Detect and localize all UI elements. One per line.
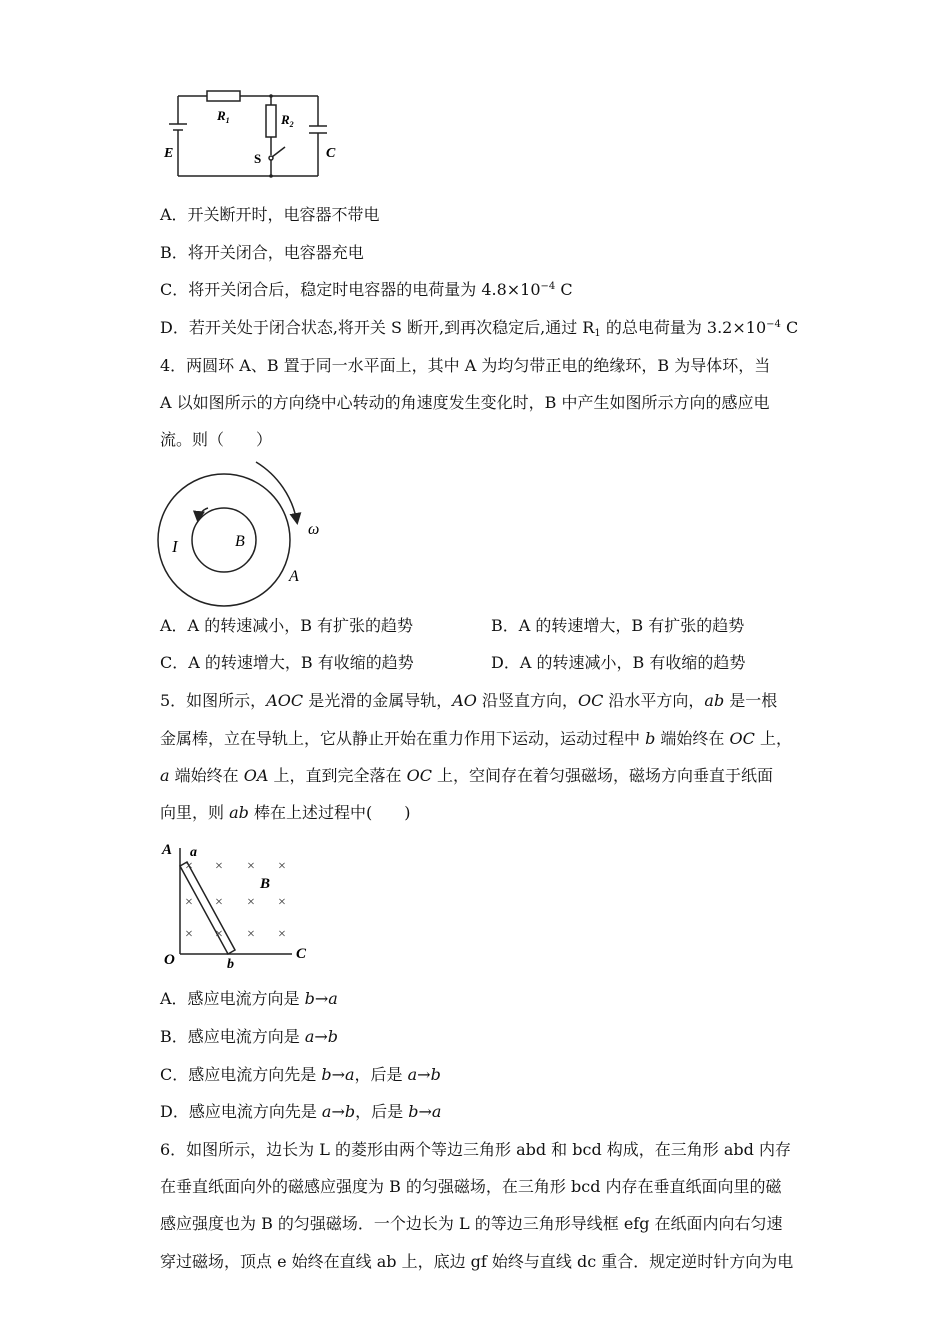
q6-stem-line1: 6．如图所示，边长为 L 的菱形由两个等边三角形 abd 和 bcd 构成，在三角形 abd 内存 bbox=[160, 1140, 791, 1159]
svg-text:×: × bbox=[247, 859, 255, 874]
r2-subscript: 2 bbox=[289, 120, 294, 129]
svg-text:×: × bbox=[185, 927, 193, 942]
q4-stem-line3: 流。则（ ） bbox=[160, 430, 273, 449]
ring-current-label: I bbox=[172, 537, 178, 556]
q5-stem-line3: a 端始终在 OA 上，直到完全落在 OC 上，空间存在着匀强磁场，磁场方向垂直于纸面 bbox=[160, 766, 774, 785]
q5-option-d: D．感应电流方向先是 a→b，后是 b→a bbox=[160, 1102, 442, 1121]
r2-label: R bbox=[281, 112, 290, 127]
q5-stem-line2: 金属棒，立在导轨上，它从静止开始在重力作用下运动，运动过程中 b 端始终在 OC 上， bbox=[160, 729, 792, 748]
q4-option-b: B．A 的转速增大，B 有扩张的趋势 bbox=[491, 616, 745, 635]
ring-a-label: A bbox=[289, 568, 299, 585]
svg-text:×: × bbox=[247, 895, 255, 910]
q4-option-d: D．A 的转速减小，B 有收缩的趋势 bbox=[491, 653, 746, 672]
rail-diagram bbox=[160, 836, 320, 972]
e-label: E bbox=[164, 146, 174, 161]
q6-stem-line4: 穿过磁场，顶点 e 始终在直线 ab 上，底边 gf 始终与直线 dc 重合．规定逆时针方向为电 bbox=[160, 1252, 794, 1271]
r1-subscript: 1 bbox=[225, 116, 230, 125]
svg-text:R2 bbox=[280, 112, 294, 129]
q4-stem-line2: A 以如图所示的方向绕中心转动的角速度发生变化时，B 中产生如图所示方向的感应电 bbox=[160, 393, 770, 412]
svg-text:×: × bbox=[185, 895, 193, 910]
point-a-upper-label: A bbox=[162, 842, 173, 858]
c-label: C bbox=[326, 146, 336, 161]
q6-stem-line2: 在垂直纸面向外的磁感应强度为 B 的匀强磁场，在三角形 bcd 内存在垂直纸面向里的磁 bbox=[160, 1177, 782, 1196]
q4-option-a: A．A 的转速减小，B 有扩张的趋势 bbox=[160, 616, 414, 635]
svg-text:×: × bbox=[278, 895, 286, 910]
svg-text:×: × bbox=[215, 927, 223, 942]
q5-option-c: C．感应电流方向先是 b→a，后是 a→b bbox=[160, 1065, 441, 1084]
field-b-label: B bbox=[260, 876, 271, 892]
q5-stem-line4: 向里，则 ab 棒在上述过程中( ) bbox=[160, 803, 411, 822]
rod-end-b-label: b bbox=[227, 957, 234, 972]
r1-label: R bbox=[217, 108, 226, 123]
q4-stem-line1: 4．两圆环 A、B 置于同一水平面上，其中 A 为均匀带正电的绝缘环，B 为导体环，当 bbox=[160, 356, 771, 375]
q3-option-b: B．将开关闭合，电容器充电 bbox=[160, 243, 364, 262]
svg-text:×: × bbox=[278, 927, 286, 942]
circuit-diagram bbox=[160, 88, 340, 188]
svg-text:×: × bbox=[247, 927, 255, 942]
svg-text:R1 bbox=[216, 108, 230, 125]
point-c-label: C bbox=[296, 946, 307, 962]
rod-end-a-label: a bbox=[190, 845, 197, 860]
svg-text:×: × bbox=[215, 895, 223, 910]
q5-option-b: B．感应电流方向是 a→b bbox=[160, 1027, 339, 1046]
q4-option-c: C．A 的转速增大，B 有收缩的趋势 bbox=[160, 653, 414, 672]
svg-text:×: × bbox=[215, 859, 223, 874]
q5-stem-line1: 5．如图所示，AOC 是光滑的金属导轨，AO 沿竖直方向，OC 沿水平方向，ab 是一根 bbox=[160, 691, 778, 710]
q5-option-a: A．感应电流方向是 b→a bbox=[160, 989, 338, 1008]
s-label: S bbox=[254, 151, 262, 166]
rings-diagram bbox=[156, 456, 336, 616]
q3-option-a: A．开关断开时，电容器不带电 bbox=[160, 205, 380, 224]
ring-b-label: B bbox=[235, 533, 245, 550]
svg-text:×: × bbox=[185, 859, 193, 874]
q3-option-c: C．将开关闭合后，稳定时电容器的电荷量为 $4.8\times 10^{-4}$ C bbox=[160, 280, 573, 299]
origin-o-label: O bbox=[164, 952, 175, 968]
q6-stem-line3: 感应强度也为 B 的匀强磁场．一个边长为 L 的等边三角形导线框 efg 在纸面内向右匀速 bbox=[160, 1214, 783, 1233]
omega-label: ω bbox=[308, 521, 320, 538]
svg-text:×: × bbox=[278, 859, 286, 874]
q3-option-d: D．若开关处于闭合状态,将开关 S 断开,到再次稳定后,通过 $R_1$ 的总电荷量为 $3.2\times 10^{-4}$ C bbox=[160, 318, 799, 339]
